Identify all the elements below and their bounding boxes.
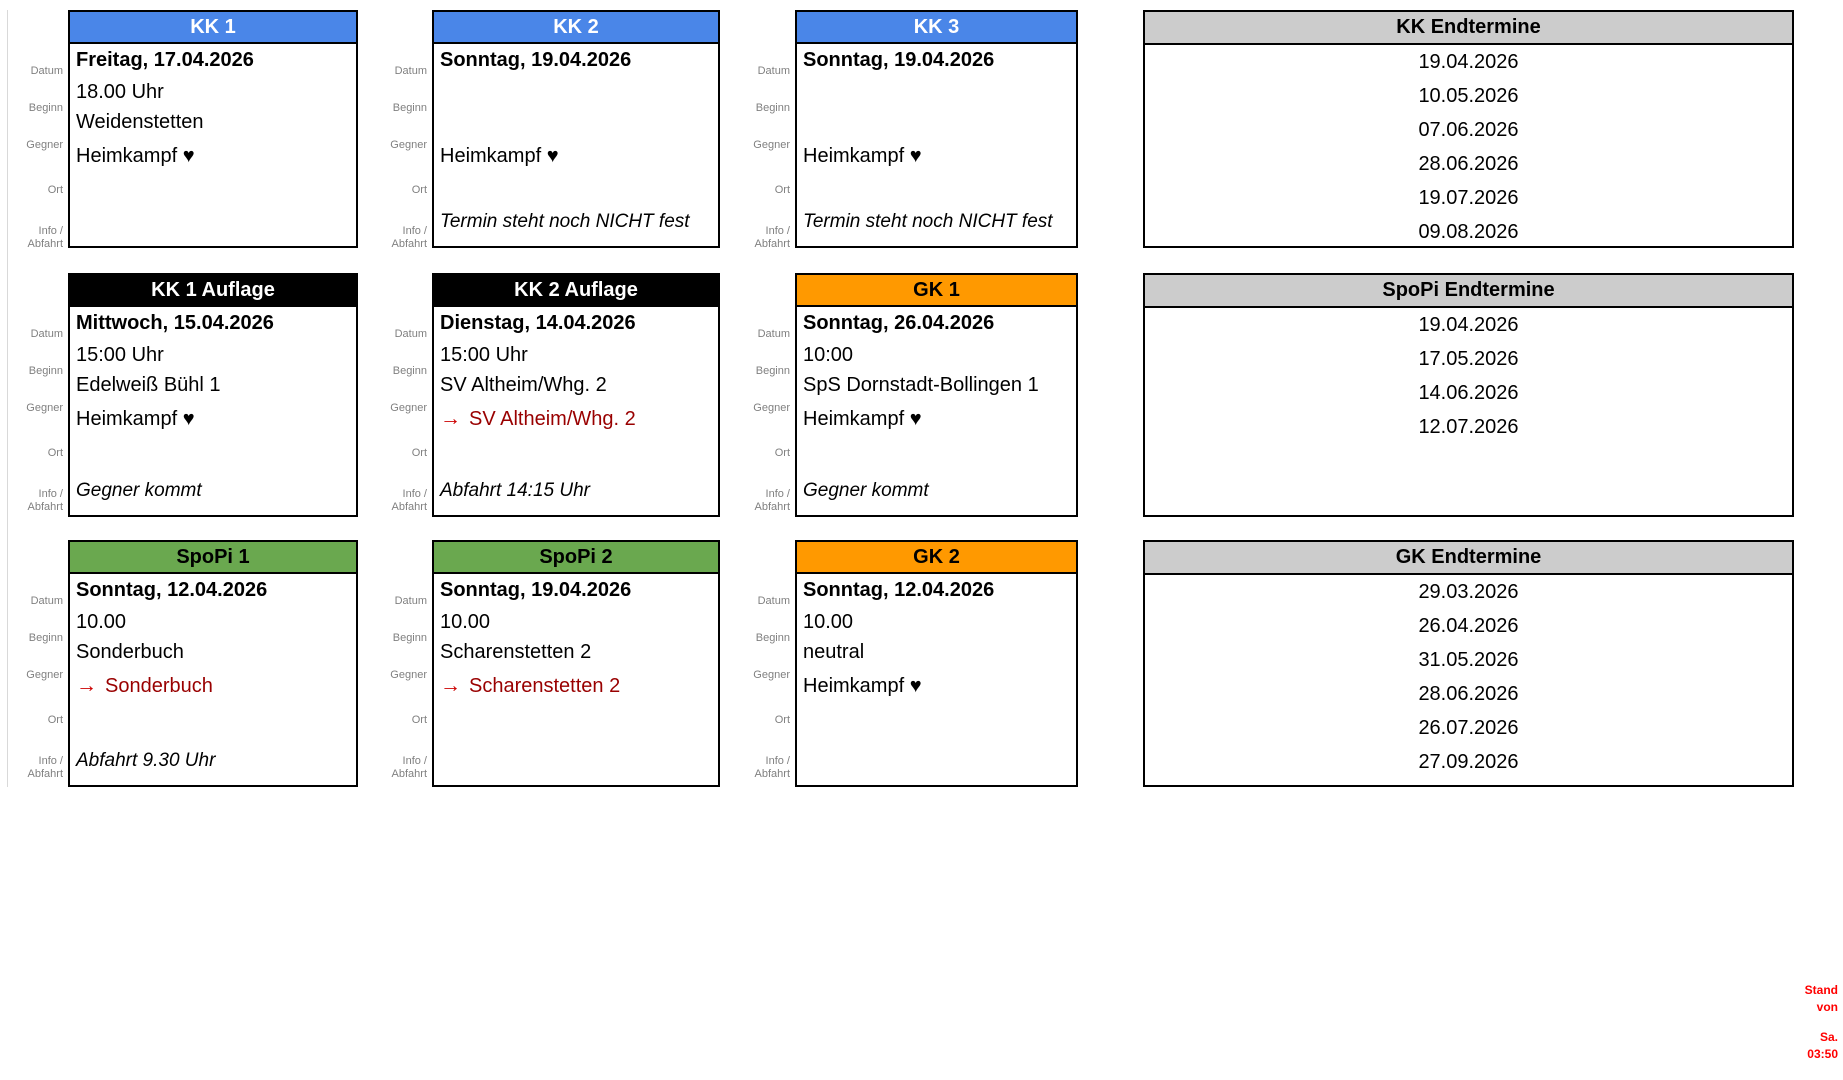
card-ort-text: Sonderbuch [105,674,213,697]
row-label-info-abfahrt: Info / Abfahrt [391,225,427,250]
card-title: KK 1 Auflage [70,275,356,307]
row-label-gutter [372,540,432,787]
row-label-info-abfahrt: Info / Abfahrt [391,488,427,513]
row-label-datum: Datum [30,328,63,340]
card-beginn: 10.00 [803,610,854,633]
stand-label: Stand von [1804,983,1838,1014]
table-row: 19.04.2026 [1418,50,1519,73]
card-beginn: 10:00 [803,343,854,366]
card-gegner: neutral [803,640,865,663]
card-ort [803,400,1076,438]
row-label-info-abfahrt: Info / Abfahrt [27,225,63,250]
match-slot-kk-1 [8,10,358,248]
match-slot-kk-1-auflage [8,273,358,517]
card-title: KK 2 [434,12,718,44]
card-beginn: 15:00 Uhr [440,343,528,366]
table-title: KK Endtermine [1145,12,1792,45]
table-row: 10.05.2026 [1418,84,1519,107]
row-label-gegner: Gegner [390,669,427,681]
row-label-ort: Ort [774,184,790,196]
card-title: SpoPi 2 [434,542,718,574]
table-row: 26.04.2026 [1418,614,1519,637]
card-datum: Sonntag, 12.04.2026 [803,579,995,601]
card-info [803,737,1076,785]
row-label-beginn: Beginn [392,365,427,377]
card-datum: Dienstag, 14.04.2026 [440,312,636,334]
card-gegner: Weidenstetten [76,110,204,133]
stand-value: Sa. 03:50 [1807,1030,1838,1061]
card-ort-text: Heimkampf ♥ [76,407,195,430]
row-label-beginn: Beginn [755,632,790,644]
row-label-ort: Ort [47,447,63,459]
row-label-datum: Datum [757,595,790,607]
card-gegner: SV Altheim/Whg. 2 [440,373,607,396]
row-label-datum: Datum [394,328,427,340]
row-label-datum: Datum [394,65,427,77]
row-label-datum: Datum [394,595,427,607]
away-arrow-icon: → [440,674,461,697]
card-ort-text: Heimkampf ♥ [803,144,922,167]
card-datum: Sonntag, 12.04.2026 [76,579,268,601]
card-gegner [803,107,1076,137]
table-title: SpoPi Endtermine [1145,275,1792,308]
row-label-info-abfahrt: Info / Abfahrt [27,488,63,513]
table-row: 29.03.2026 [1418,580,1519,603]
card-ort [76,400,356,438]
match-slot-kk-2-auflage [372,273,720,517]
table-row: 17.05.2026 [1418,347,1519,370]
row-label-ort: Ort [411,184,427,196]
row-label-ort: Ort [774,714,790,726]
match-card-spopi-1 [68,540,358,787]
card-ort-text: Heimkampf ♥ [803,407,922,430]
row-label-gegner: Gegner [390,139,427,151]
table-row: 19.07.2026 [1418,186,1519,209]
card-beginn: 18.00 Uhr [76,80,164,103]
card-datum: Sonntag, 26.04.2026 [803,312,995,334]
card-info: Gegner kommt [76,480,202,501]
card-ort-text: Heimkampf ♥ [440,144,559,167]
table-row: 27.09.2026 [1418,750,1519,773]
match-card-kk-3 [795,10,1078,248]
card-gegner: Edelweiß Bühl 1 [76,373,221,396]
card-beginn [803,77,1076,107]
card-title: KK 3 [797,12,1076,44]
row-label-gegner: Gegner [26,139,63,151]
row-label-gegner: Gegner [26,402,63,414]
card-gegner: Scharenstetten 2 [440,640,592,663]
table-row: 28.06.2026 [1418,152,1519,175]
spopi-endtermine-table [1143,273,1794,517]
row-label-datum: Datum [30,65,63,77]
row-label-datum: Datum [30,595,63,607]
card-title: GK 1 [797,275,1076,307]
match-slot-spopi-1 [8,540,358,787]
match-card-gk-2 [795,540,1078,787]
card-ort-text: Scharenstetten 2 [469,674,621,697]
row-label-info-abfahrt: Info / Abfahrt [754,755,790,780]
card-datum: Sonntag, 19.04.2026 [440,579,632,601]
table-row: 14.06.2026 [1418,381,1519,404]
match-card-kk-1-auflage [68,273,358,517]
row-label-ort: Ort [411,447,427,459]
row-label-beginn: Beginn [28,365,63,377]
row-label-gutter [8,10,68,248]
match-slot-gk-2 [735,540,1078,787]
match-card-gk-1 [795,273,1078,517]
row-label-gutter [735,273,795,517]
card-ort [440,137,718,175]
card-gegner: SpS Dornstadt-Bollingen 1 [803,373,1039,396]
row-label-gutter [8,540,68,787]
card-ort-text: Heimkampf ♥ [76,144,195,167]
match-card-kk-2-auflage [432,273,720,517]
table-title: GK Endtermine [1145,542,1792,575]
row-label-gutter [735,10,795,248]
row-label-beginn: Beginn [28,632,63,644]
card-ort-text: SV Altheim/Whg. 2 [469,407,636,430]
card-title: GK 2 [797,542,1076,574]
card-info: Termin steht noch NICHT fest [803,211,1053,232]
card-beginn: 10.00 [440,610,491,633]
card-info: Gegner kommt [803,480,929,501]
card-title: SpoPi 1 [70,542,356,574]
row-label-gegner: Gegner [26,669,63,681]
row-label-info-abfahrt: Info / Abfahrt [754,225,790,250]
row-label-gegner: Gegner [753,139,790,151]
card-ort [440,400,718,438]
match-slot-kk-3 [735,10,1078,248]
row-label-gegner: Gegner [753,669,790,681]
table-row: 31.05.2026 [1418,648,1519,671]
card-beginn: 10.00 [76,610,127,633]
card-datum: Sonntag, 19.04.2026 [803,49,995,71]
card-datum: Sonntag, 19.04.2026 [440,49,632,71]
gk-endtermine-table [1143,540,1794,787]
last-updated-stamp [1792,982,1838,1063]
card-info [440,737,718,785]
card-ort [803,667,1076,705]
card-title: KK 1 [70,12,356,44]
row-label-info-abfahrt: Info / Abfahrt [27,755,63,780]
row-label-ort: Ort [47,184,63,196]
row-label-info-abfahrt: Info / Abfahrt [391,755,427,780]
row-label-ort: Ort [411,714,427,726]
row-label-beginn: Beginn [755,102,790,114]
card-info [76,198,356,246]
row-label-gegner: Gegner [390,402,427,414]
card-info: Abfahrt 9.30 Uhr [76,750,216,771]
table-row: 26.07.2026 [1418,716,1519,739]
table-row: 19.04.2026 [1418,313,1519,336]
row-label-ort: Ort [47,714,63,726]
card-beginn [440,77,718,107]
card-beginn: 15:00 Uhr [76,343,164,366]
table-row: 12.07.2026 [1418,415,1519,438]
match-card-kk-2 [432,10,720,248]
card-info: Termin steht noch NICHT fest [440,211,690,232]
row-label-gutter [372,10,432,248]
table-row: 07.06.2026 [1418,118,1519,141]
row-label-ort: Ort [774,447,790,459]
match-slot-gk-1 [735,273,1078,517]
match-slot-spopi-2 [372,540,720,787]
row-label-gegner: Gegner [753,402,790,414]
row-label-datum: Datum [757,328,790,340]
card-ort [440,667,718,705]
card-ort [803,137,1076,175]
match-slot-kk-2 [372,10,720,248]
card-title: KK 2 Auflage [434,275,718,307]
row-label-gutter [372,273,432,517]
row-label-gutter [735,540,795,787]
table-row: 28.06.2026 [1418,682,1519,705]
row-label-gutter [8,273,68,517]
card-datum: Mittwoch, 15.04.2026 [76,312,274,334]
card-ort [76,667,356,705]
row-label-beginn: Beginn [392,102,427,114]
card-info: Abfahrt 14:15 Uhr [440,480,590,501]
away-arrow-icon: → [76,674,97,697]
card-gegner: Sonderbuch [76,640,184,663]
match-card-kk-1 [68,10,358,248]
card-gegner [440,107,718,137]
table-row: 09.08.2026 [1418,220,1519,243]
row-label-info-abfahrt: Info / Abfahrt [754,488,790,513]
row-label-beginn: Beginn [755,365,790,377]
row-label-beginn: Beginn [392,632,427,644]
row-label-datum: Datum [757,65,790,77]
match-card-spopi-2 [432,540,720,787]
card-ort-text: Heimkampf ♥ [803,674,922,697]
card-ort [76,137,356,175]
kk-endtermine-table [1143,10,1794,248]
away-arrow-icon: → [440,407,461,430]
row-label-beginn: Beginn [28,102,63,114]
card-datum: Freitag, 17.04.2026 [76,49,254,71]
